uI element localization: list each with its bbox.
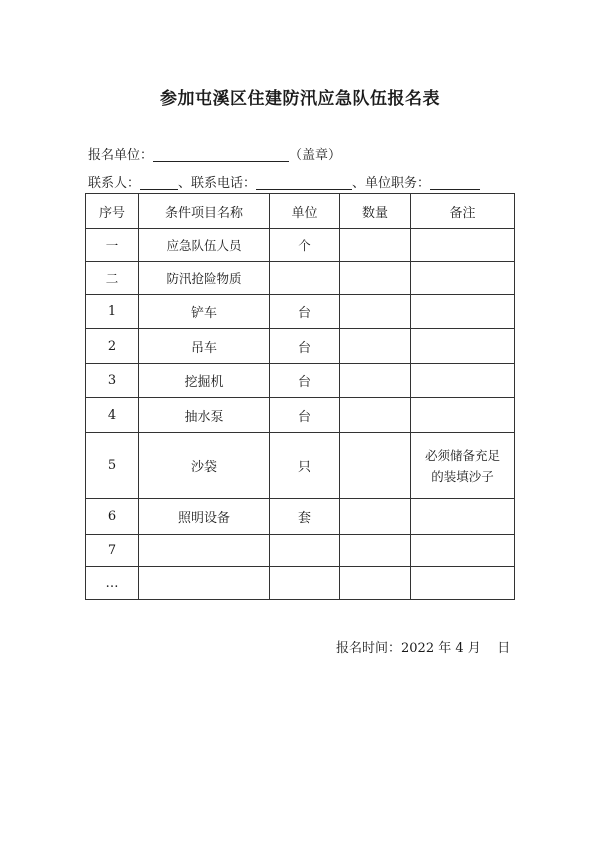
cell-note[interactable]	[411, 535, 515, 567]
table-row	[86, 535, 515, 567]
cell-unit[interactable]	[270, 535, 340, 567]
table-row	[86, 364, 515, 398]
note-line-1: 必须储备充足	[424, 447, 500, 463]
cell-unit[interactable]	[270, 567, 340, 600]
header-note: 备注	[411, 194, 515, 229]
table-row	[86, 295, 515, 329]
cell-name: 铲车	[139, 295, 270, 329]
cell-unit: 套	[270, 499, 340, 535]
cell-qty[interactable]	[340, 433, 411, 499]
cell-name: 吊车	[139, 329, 270, 364]
cell-note[interactable]	[411, 295, 515, 329]
cell-seq: 1	[86, 295, 139, 329]
header-name: 条件项目名称	[139, 194, 270, 229]
table-row	[86, 433, 515, 499]
date-day-suffix: 日	[497, 641, 511, 656]
cell-name[interactable]	[139, 535, 270, 567]
registration-table	[85, 193, 515, 600]
phone-label: 、联系电话：	[178, 176, 257, 191]
cell-unit: 个	[270, 229, 340, 262]
cell-note[interactable]	[411, 364, 515, 398]
contact-label: 联系人：	[88, 176, 141, 191]
unit-label: 报名单位：	[88, 148, 154, 163]
cell-qty[interactable]	[340, 535, 411, 567]
table-row	[86, 262, 515, 295]
seal-note: （盖章）	[289, 148, 342, 163]
cell-qty[interactable]	[340, 229, 411, 262]
cell-note[interactable]	[411, 567, 515, 600]
header-unit: 单位	[270, 194, 340, 229]
cell-note[interactable]	[411, 398, 515, 433]
phone-blank[interactable]	[256, 175, 352, 190]
contact-line	[88, 172, 480, 191]
cell-note[interactable]	[411, 433, 515, 499]
cell-unit: 只	[270, 433, 340, 499]
date-label: 报名时间：2022 年 4 月	[336, 641, 481, 656]
cell-seq: 2	[86, 329, 139, 364]
cell-unit: 台	[270, 329, 340, 364]
header-seq: 序号	[86, 194, 139, 229]
table-row	[86, 229, 515, 262]
cell-seq: 4	[86, 398, 139, 433]
unit-line	[88, 144, 341, 163]
contact-blank[interactable]	[140, 175, 178, 190]
cell-qty[interactable]	[340, 499, 411, 535]
registration-date	[336, 637, 510, 656]
cell-name: 防汛抢险物质	[139, 262, 270, 295]
cell-name: 应急队伍人员	[139, 229, 270, 262]
table-header-row	[86, 194, 515, 229]
cell-seq: …	[86, 567, 139, 600]
cell-name: 沙袋	[139, 433, 270, 499]
unit-blank[interactable]	[153, 147, 289, 162]
cell-seq: 二	[86, 262, 139, 295]
document-title: 参加屯溪区住建防汛应急队伍报名表	[160, 89, 440, 109]
cell-unit: 台	[270, 364, 340, 398]
cell-seq: 3	[86, 364, 139, 398]
cell-name: 照明设备	[139, 499, 270, 535]
cell-seq: 5	[86, 433, 139, 499]
table-row	[86, 567, 515, 600]
table-row	[86, 499, 515, 535]
cell-qty[interactable]	[340, 329, 411, 364]
cell-qty[interactable]	[340, 295, 411, 329]
cell-seq: 7	[86, 535, 139, 567]
cell-name: 抽水泵	[139, 398, 270, 433]
cell-qty[interactable]	[340, 398, 411, 433]
cell-qty[interactable]	[340, 262, 411, 295]
cell-qty[interactable]	[340, 364, 411, 398]
table-row	[86, 329, 515, 364]
cell-unit: 台	[270, 398, 340, 433]
cell-name[interactable]	[139, 567, 270, 600]
cell-note[interactable]	[411, 229, 515, 262]
table-row	[86, 398, 515, 433]
cell-note[interactable]	[411, 262, 515, 295]
cell-note[interactable]	[411, 499, 515, 535]
cell-note[interactable]	[411, 329, 515, 364]
cell-unit[interactable]	[270, 262, 340, 295]
cell-name: 挖掘机	[139, 364, 270, 398]
header-qty: 数量	[340, 194, 411, 229]
cell-unit: 台	[270, 295, 340, 329]
cell-qty[interactable]	[340, 567, 411, 600]
position-label: 、单位职务：	[352, 176, 431, 191]
position-blank[interactable]	[430, 175, 480, 190]
note-line-2: 的装填沙子	[431, 468, 494, 484]
cell-seq: 一	[86, 229, 139, 262]
cell-seq: 6	[86, 499, 139, 535]
